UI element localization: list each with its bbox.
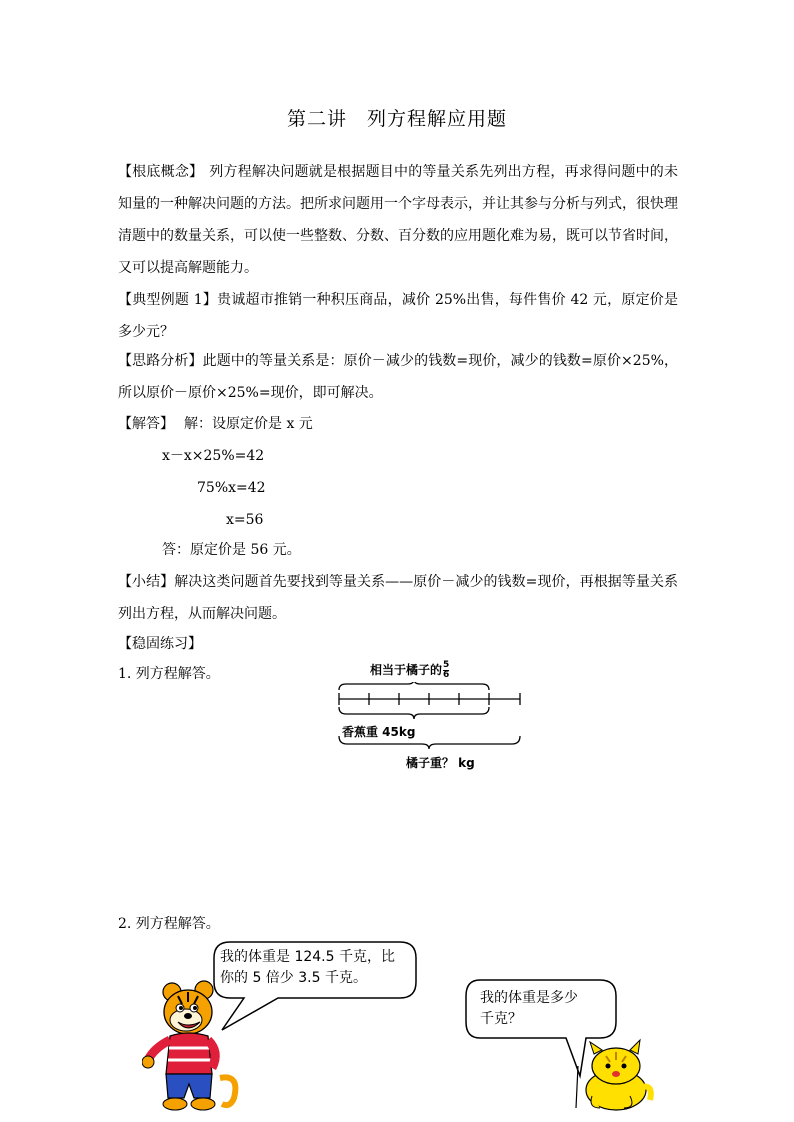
bubble2-line1: 我的体重是多少 bbox=[480, 990, 578, 1006]
orange-label: 橘子重？ kg bbox=[406, 756, 475, 770]
example-label: 【典型例题 1】 bbox=[118, 292, 218, 308]
concept-text: 列方程解决问题就是根据题目中的等量关系先列出方程，再求得问题中的未知量的一种解决问题的方法。把所求问题用一个字母表示，并让其参与分析与列式，很快理清题中的数量关系，可以使一些整数、分数、百分数的应用题化难为易，既可以节省时间，又可以提高解题能力。 bbox=[118, 164, 679, 276]
answer-label: 【解答】 bbox=[118, 416, 174, 432]
summary-text: 解决这类问题首先要找到等量关系——原价－减少的钱数=现价，再根据等量关系列出方程，从而解决问题。 bbox=[118, 574, 679, 622]
bubble1-line1: 我的体重是 124.5 千克，比 bbox=[220, 949, 395, 965]
answer-intro: 解：设原定价是 x 元 bbox=[184, 416, 313, 432]
answer-step-3: x=56 bbox=[226, 512, 264, 528]
summary-paragraph bbox=[118, 566, 678, 630]
concept-label: 【根底概念】 bbox=[118, 164, 204, 180]
fraction-numerator: 5 bbox=[443, 660, 450, 670]
bubble1-line2: 你的 5 倍少 3.5 千克。 bbox=[220, 970, 367, 986]
analysis-paragraph bbox=[118, 345, 678, 409]
summary-label: 【小结】 bbox=[118, 574, 175, 590]
answer-step-2: 75%x=42 bbox=[197, 480, 266, 496]
bubble2-text bbox=[480, 988, 578, 1030]
banana-label: 香蕉重 45kg bbox=[342, 725, 416, 739]
analysis-label: 【思路分析】 bbox=[118, 353, 203, 369]
fraction bbox=[443, 661, 449, 680]
concept-paragraph bbox=[118, 156, 678, 284]
problem2-label: 2. 列方程解答。 bbox=[118, 916, 220, 932]
example-text: 贵诚超市推销一种积压商品，减价 25%出售，每件售价 42 元，原定价是多少元？ bbox=[118, 292, 679, 340]
bubble2-line2: 千克？ bbox=[480, 1011, 522, 1027]
banana-brace bbox=[339, 707, 489, 719]
answer-step-1: x－x×25%=42 bbox=[162, 448, 265, 464]
analysis-text: 此题中的等量关系是：原价－减少的钱数=现价，减少的钱数=原价×25%，所以原价－原价×25%=现价，即可解决。 bbox=[118, 353, 679, 401]
yellow-cat-cartoon-icon bbox=[568, 1038, 658, 1112]
problem1-label: 1. 列方程解答。 bbox=[118, 666, 220, 682]
bubble1-text bbox=[220, 947, 395, 989]
fraction-denominator: 6 bbox=[443, 670, 450, 680]
segment-diagram bbox=[332, 682, 528, 752]
answer-line bbox=[118, 414, 313, 434]
practice-label: 【稳固练习】 bbox=[118, 636, 202, 652]
top-brace bbox=[339, 682, 489, 690]
example-paragraph bbox=[118, 284, 678, 348]
diagram-top-label: 相当于橘子的 $\frac{5}{6}$ bbox=[370, 660, 450, 680]
page-title: 第二讲 列方程解应用题 bbox=[286, 108, 507, 130]
tiger-cartoon-icon bbox=[142, 978, 242, 1118]
answer-conclusion: 答：原定价是 56 元。 bbox=[162, 542, 301, 558]
